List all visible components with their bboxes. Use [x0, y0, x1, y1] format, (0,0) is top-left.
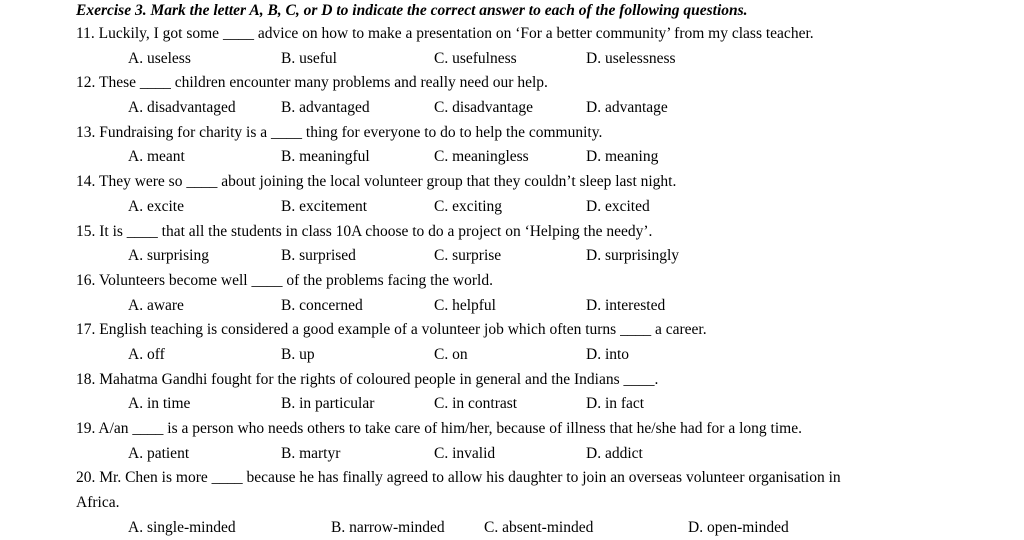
question-text: 18. Mahatma Gandhi fought for the rights of coloured people in general and the Indians ____.: [76, 370, 659, 388]
option-c: C. disadvantage: [434, 99, 534, 117]
exercise-document: [76, 0, 1016, 540]
option-b: B. up: [281, 345, 315, 363]
answer-options: [76, 442, 1016, 467]
option-a: A. aware: [128, 296, 184, 314]
question-text: 15. It is ____ that all the students in class 10A choose to do a project on ‘Helping the needy’.: [76, 222, 653, 240]
option-a: A. patient: [128, 444, 190, 462]
question-text: 13. Fundraising for charity is a ____ thing for everyone to do to help the community.: [76, 123, 603, 141]
option-d: D. open-minded: [688, 518, 789, 536]
question-text: 19. A/an ____ is a person who needs others to take care of him/her, because of illness that he/she had for a long time.: [76, 420, 802, 437]
option-c: C. usefulness: [434, 49, 517, 67]
option-d: D. advantage: [586, 99, 668, 117]
answer-options: [76, 392, 1016, 417]
answer-options: [76, 47, 1016, 72]
question-text: 20. Mr. Chen is more ____ because he has finally agreed to allow his daughter to join an overseas volunteer organisation in: [76, 469, 841, 487]
option-b: B. useful: [281, 49, 337, 67]
option-b: B. excitement: [281, 197, 368, 215]
option-d: D. uselessness: [586, 49, 676, 67]
answer-options: [76, 294, 1016, 319]
question-text: 14. They were so ____ about joining the local volunteer group that they couldn’t sleep last night.: [76, 173, 677, 191]
option-a: A. excite: [128, 197, 184, 215]
answer-options: [76, 195, 1016, 220]
question-text: 11. Luckily, I got some ____ advice on how to make a presentation on ‘For a better community’ from my class teacher.: [76, 25, 814, 42]
option-d: D. addict: [586, 444, 643, 462]
answer-options: [76, 244, 1016, 269]
option-a: A. single-minded: [128, 518, 236, 536]
option-b: B. martyr: [281, 444, 341, 462]
exercise-title: Exercise 3. Mark the letter A, B, C, or D to indicate the correct answer to each of the following questions.: [76, 2, 748, 19]
question-text: 16. Volunteers become well ____ of the problems facing the world.: [76, 271, 493, 289]
option-c: C. helpful: [434, 296, 496, 314]
option-d: D. into: [586, 345, 630, 363]
answer-options: [76, 516, 1016, 540]
option-b: B. concerned: [281, 296, 363, 314]
question-text: 17. English teaching is considered a good example of a volunteer job which often turns ____ a career.: [76, 321, 707, 339]
answer-options: [76, 96, 1016, 121]
option-d: D. interested: [586, 296, 666, 314]
question-text-continued: Africa.: [76, 494, 120, 512]
option-c: C. invalid: [434, 444, 496, 462]
option-a: A. off: [128, 345, 165, 363]
option-b: B. surprised: [281, 247, 356, 265]
option-d: D. surprisingly: [586, 247, 679, 265]
option-a: A. surprising: [128, 247, 209, 265]
option-c: C. surprise: [434, 247, 502, 265]
option-c: C. meaningless: [434, 148, 529, 166]
answer-options: [76, 343, 1016, 368]
option-b: B. narrow-minded: [331, 518, 445, 536]
option-c: C. in contrast: [434, 395, 518, 413]
option-c: C. absent-minded: [484, 518, 594, 536]
option-b: B. meaningful: [281, 148, 370, 166]
option-b: B. advantaged: [281, 99, 370, 117]
option-d: D. excited: [586, 197, 650, 215]
option-b: B. in particular: [281, 395, 375, 413]
option-c: C. exciting: [434, 197, 503, 215]
option-a: A. meant: [128, 148, 185, 166]
option-a: A. disadvantaged: [128, 99, 236, 117]
option-d: D. meaning: [586, 148, 659, 166]
option-a: A. in time: [128, 395, 191, 413]
option-d: D. in fact: [586, 395, 645, 413]
question-text: 12. These ____ children encounter many problems and really need our help.: [76, 74, 548, 92]
option-c: C. on: [434, 345, 468, 363]
option-a: A. useless: [128, 49, 191, 67]
answer-options: [76, 145, 1016, 170]
